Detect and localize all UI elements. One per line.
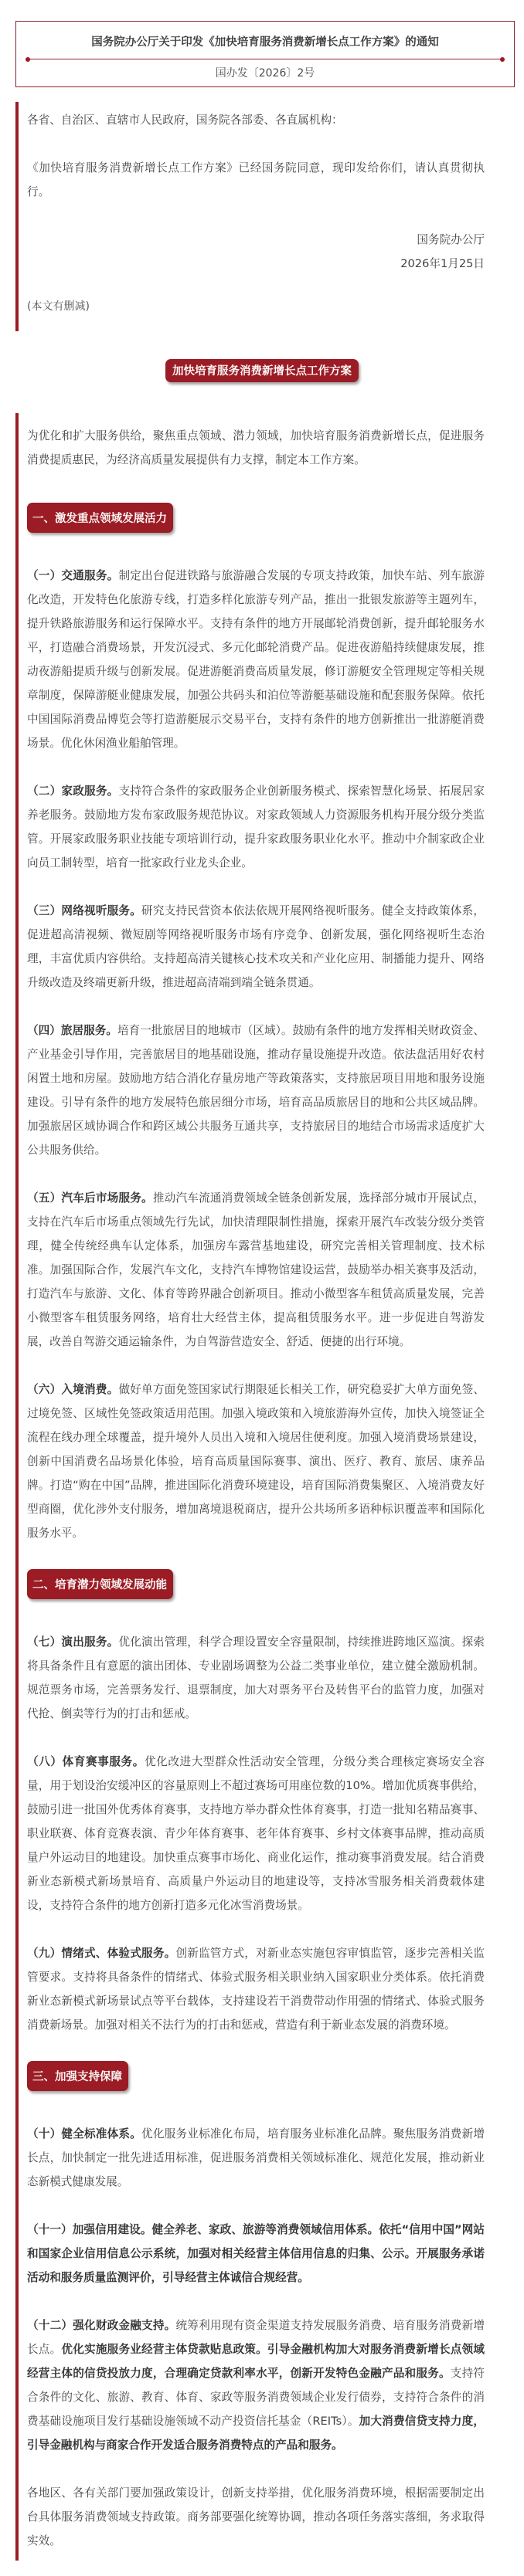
item-12 (27, 2313, 485, 2457)
item-lead: （十二）强化财政金融支持。 (27, 2319, 176, 2332)
item-text: 培育一批旅居目的地城市（区域）。鼓励有条件的地方发挥相关财政资金、产业基金引导作用，完善旅居目的地基础设施，推动存量设施提升改造。依法盘活用好农村闲置土地和房屋。鼓励地方结合消化存量房地产等政策落实，支持旅居项目用地和服务设施建设。引导有条件的地方发展特色旅居细分市场，培育高品质旅居目的地和公共区域品牌。加强旅居区域协调合作和跨区域公共服务互通共享，支持旅居目的地结合市场需求适度扩大公共服务供给。 (27, 1024, 485, 1157)
item-lead: （四）旅居服务。 (27, 1024, 117, 1037)
item-4 (27, 1019, 485, 1162)
plan-body (15, 413, 498, 2561)
notice-signature: 国务院办公厅 (417, 233, 485, 246)
item-lead: （三）网络视听服务。 (27, 904, 142, 917)
section-3-header (27, 2061, 485, 2091)
item-lead: （十）健全标准体系。 (27, 2127, 142, 2140)
section-title: 三、加强支持保障 (27, 2061, 128, 2091)
document-number: 国办发〔2026〕2号 (215, 67, 315, 80)
abridged-note: (本文有删减) (27, 300, 90, 313)
notice-addressee: 各省、自治区、直辖市人民政府，国务院各部委、各直属机构： (27, 114, 343, 127)
item-text: 研究支持民营资本依法依规开展网络视听服务。健全支持政策体系，促进超高清视频、微短剧等网络视听服务市场有序竞争、创新发展，强化网络视听生态治理，丰富优质内容供给。支持超高清关键核心技术攻关和产业化应用、制播能力提升、网络升级改造及终端更新升级，推进超高清端到端全链条贯通。 (27, 904, 485, 989)
item-9 (27, 1941, 485, 2037)
item-7 (27, 1630, 485, 1726)
item-text: 制定出台促进铁路与旅游融合发展的专项支持政策，加快车站、列车旅游化改造，开发特色化旅游专线，打造多样化旅游专列产品，推出一批银发旅游等主题列车，提升铁路旅游服务和运行保障水平。支持有条件的地方开展邮轮消费创新，提升邮轮服务水平，打造融合消费场景，开发沉浸式、多元化邮轮消费产品。促进夜游船持续健康发展，推动夜游船提质升级与创新发展。促进游艇消费高质量发展，修订游艇安全管理规定等相关规章制度，保障游艇业健康发展，加强公共码头和泊位等游艇基础设施和配套服务保障。依托中国国际消费品博览会等打造游艇展示交易平台，支持有条件的地方创新推出一批游艇消费场景。优化休闲渔业船舶管理。 (27, 569, 485, 750)
plan-intro: 为优化和扩大服务供给，聚焦重点领域、潜力领域，加快培育服务消费新增长点，促进服务消费提质惠民，为经济高质量发展提供有力支撑，制定本工作方案。 (27, 429, 485, 466)
item-text: 优化演出管理，科学合理设置安全容量限制，持续推进跨地区巡演。探索将具备条件且有意愿的演出团体、专业剧场调整为公益二类事业单位，建立健全激励机制。规范票务市场，完善票务发行、退票制度，加大对票务平台及转售平台的监管力度，加强对代抢、倒卖等行为的打击和惩戒。 (27, 1635, 485, 1720)
document-title: 国务院办公厅关于印发《加快培育服务消费新增长点工作方案》的通知 (91, 36, 439, 49)
item-text-segment: 支持符合条件的文化、旅游、教育、体育、家政等服务消费领域企业发行债券，支持符合条件的消费基础设施项目发行基础设施领域不动产投资信托基金（REITs）。 (27, 2367, 485, 2428)
plan-closing: 各地区、各有关部门要加强政策设计，创新支持举措，优化服务消费环境，根据需要制定出台具体服务消费领域支持政策。商务部要强化统筹协调，推动各项任务落实落细，务求取得实效。 (27, 2486, 485, 2547)
item-text: 支持符合条件的家政服务企业创新服务模式、探索智慧化场景、拓展居家养老服务。鼓励地方发布家政服务规范协议。对家政领域人力资源服务机构开展分级分类监管。开展家政服务职业技能专项培训行动，提升家政服务职业化水平。推动中介制家政企业向员工制转型，培育一批家政行业龙头企业。 (27, 785, 485, 869)
item-text: 做好单方面免签国家试行期限延长相关工作，研究稳妥扩大单方面免签、过境免签、区域性免签政策适用范围。加强入境政策和入境旅游海外宣传，加快入境签证全流程在线办理全球覆盖，提升境外人员出入境和入境居住便利度。加强入境消费场景建设，创新中国消费名品场景化体验，培育高质量国际赛事、演出、医疗、教育、旅居、康养品牌。打造“购在中国”品牌，推进国际化消费环境建设，培育国际消费集聚区、入境消费友好型商圈，优化涉外支付服务，增加离境退税商店，提升公共场所多语种标识覆盖率和国际化服务水平。 (27, 1383, 485, 1540)
divider-dot-left-icon (26, 57, 30, 62)
notice-body: 《加快培育服务消费新增长点工作方案》已经国务院同意，现印发给你们，请认真贯彻执行。 (27, 161, 485, 198)
item-lead: （八）体育赛事服务。 (27, 1755, 145, 1768)
item-text: 创新监管方式，对新业态实施包容审慎监管，逐步完善相关监管要求。支持将具备条件的情绪式、体验式服务相关职业纳入国家职业分类体系。依托消费新业态新模式新场景试点等平台载体，支持建设若干消费带动作用强的情绪式、体验式服务消费新场景。加强对相关不法行为的打击和惩戒，营造有利于新业态发展的消费环境。 (27, 1947, 485, 2032)
item-8 (27, 1750, 485, 1917)
item-lead: （六）入境消费。 (27, 1383, 119, 1396)
item-11 (27, 2218, 485, 2290)
item-text-segment: 统筹利用现有资金渠道支持发展服务消费、培育服务消费新增长点。 (27, 2319, 485, 2356)
divider-dot-right-icon (500, 57, 505, 62)
item-text-segment-bold: 加大消费信贷支持力度，引导金融机构与商家合作开发适合服务消费特点的产品和服务。 (27, 2415, 485, 2452)
item-text: 推动汽车流通消费领域全链条创新发展，选择部分城市开展试点，支持在汽车后市场重点领域先行先试，加快清理限制性措施，探索开展汽车改装分级分类管理，健全传统经典车认定体系，加强房车露营基地建设，研究完善相关管理制度、技术标准。加强国际合作，发展汽车文化，支持汽车博物馆建设运营，鼓励举办相关赛事及活动，打造汽车与旅游、文化、体育等跨界融合创新项目。推动小微型客车租赁高质量发展，完善小微型客车租赁服务网络，培育壮大经营主体，提高租赁服务水平。进一步促进自驾游发展，改善自驾游交通运输条件，为自驾游营造安全、舒适、便捷的出行环境。 (27, 1191, 485, 1348)
item-lead: （十一）加强信用建设。 (27, 2223, 152, 2236)
notice-block (15, 102, 498, 331)
section-title: 一、激发重点领域发展活力 (27, 503, 173, 533)
item-lead: （二）家政服务。 (27, 785, 119, 798)
item-text-segment-bold: 优化实施服务业经营主体贷款贴息政策。引导金融机构加大对服务消费新增长点领域经营主体的信贷投放力度，合理确定贷款利率水平，创新开发特色金融产品和服务。 (27, 2343, 485, 2380)
notice-date: 2026年1月25日 (400, 257, 485, 270)
item-5 (27, 1186, 485, 1354)
section-1-header (27, 503, 485, 533)
item-10 (27, 2122, 485, 2194)
section-title: 二、培育潜力领域发展动能 (27, 1569, 173, 1599)
section-2-header (27, 1569, 485, 1599)
item-lead: （九）情绪式、体验式服务。 (27, 1947, 176, 1960)
plan-title-badge: 加快培育服务消费新增长点工作方案 (165, 359, 359, 382)
item-2 (27, 779, 485, 875)
item-text-bold: 健全养老、家政、旅游等消费领域信用体系。依托“信用中国”网站和国家企业信用信息公示系统，加强对相关经营主体信用信息的归集、公示。开展服务承诺活动和服务质量监测评价，引导经营主体诚信合规经营。 (27, 2223, 485, 2284)
plan-title-wrap (0, 359, 524, 382)
item-text: 优化改进大型群众性活动安全管理，分级分类合理核定赛场安全容量，用于划设治安缓冲区的容量原则上不超过赛场可用座位数的10%。增加优质赛事供给，鼓励引进一批国外优秀体育赛事，支持地方举办群众性体育赛事，打造一批知名精品赛事、职业联赛、体育竞赛表演、青少年体育赛事、老年体育赛事、乡村文体赛事品牌，推动高质量户外运动目的地建设。加快重点赛事市场化、商业化运作，推动赛事消费发展。结合消费新业态新模式新场景培育、高质量户外运动目的地建设等，支持冰雪服务相关消费载体建设，支持符合条件的地方创新打造多元化冰雪消费场景。 (27, 1755, 485, 1912)
item-lead: （七）演出服务。 (27, 1635, 119, 1649)
document-header-box (15, 21, 515, 87)
item-text: 优化服务业标准化布局，培育服务业标准化品牌。聚焦服务消费新增长点，加快制定一批先进适用标准，促进服务消费相关领域标准化、规范化发展，推动新业态新模式健康发展。 (27, 2127, 485, 2188)
item-3 (27, 899, 485, 995)
item-lead: （五）汽车后市场服务。 (27, 1191, 153, 1205)
item-1 (27, 564, 485, 755)
item-6 (27, 1378, 485, 1545)
item-lead: （一）交通服务。 (27, 569, 119, 582)
